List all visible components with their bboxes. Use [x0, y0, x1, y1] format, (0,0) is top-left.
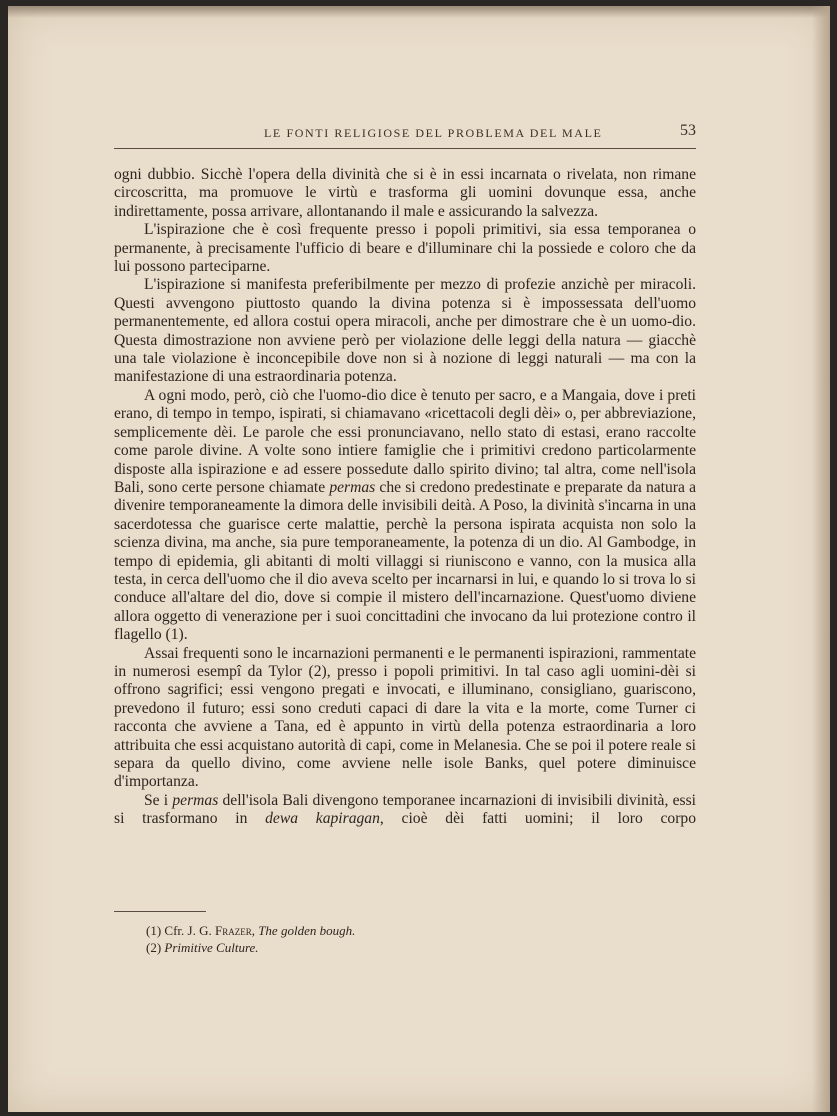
paragraph-5: Assai frequenti sono le incarnazioni permanenti e le permanenti ispirazioni, rammentate in numerosi esempî da Tylor (2), presso i popoli primitivi. In tal caso agli uomini-dèi si offrono sagrifici; essi vengono pregati e invocati, e illuminano, consigliano, guariscono, prevedono il futuro; essi sono creduti capaci di dare la vita e la morte, come Turner ci racconta che avviene a Tana, ed è appunto in virtù della potenza estraordinaria a loro attribuita che essi acquistano autorità di capi, come in Melanesia. Che se poi il potere reale si separa da quello divino, come avviene nelle isole Banks, quel potere diminuisce d'importanza. — [114, 644, 696, 791]
paragraph-3: L'ispirazione si manifesta preferibilmente per mezzo di profezie anzichè per miracoli. Questi avvengono piuttosto quando la divina potenza si è impossessata dell'uomo permanentemente, ed allora costui opera miracoli, anche per dimostrare che è un uomo-dio. Questa dimostrazione non avviene però per violazione delle leggi della natura — giacchè una tale violazione è inconcepibile dove non si à nozione di leggi naturali — ma con la manifestazione di una estraordinaria potenza. — [114, 276, 696, 386]
paragraph-4-text-a: A ogni modo, però, ciò che l'uomo-dio dice è tenuto per sacro, e a Mangaia, dove i preti erano, di tempo in tempo, ispirati, si chiamavano «ricettacoli degli dèi» o, per abbreviazione, semplicemente dèi. Le parole che essi pronunciavano, nello stato di estasi, erano raccolte come parole divine. A volte sono intiere famiglie che i primitivi credono particolarmente disposte alla ispirazione e ad essere possedute dallo spirito divino; tal altra, come nell'isola Bali, sono certe persone chiamate — [114, 386, 696, 496]
running-title: LE FONTI RELIGIOSE DEL PROBLEMA DEL MALE — [264, 126, 603, 140]
paragraph-6-text-b: dell'isola Bali divengono temporanee incarnazioni di invisibili divinità, essi si trasformano in — [114, 791, 696, 828]
paragraph-6-text-a: Se i — [144, 791, 173, 809]
footnote-rule — [114, 911, 206, 912]
footnote-1-marker: (1) Cfr. J. G. — [146, 923, 215, 938]
footnote-1-title: The golden bough. — [258, 923, 356, 938]
footnotes — [146, 923, 666, 956]
term-permas-2: permas — [172, 791, 219, 809]
paragraph-1: ogni dubbio. Sicchè l'opera della divinità che si è in essi incarnata o rivelata, non rimane circoscritta, ma promuove le virtù e trasforma gli uomini dovunque essa, anche indirettamente, possa arrivare, allontanando il male e assicurando la salvezza. — [114, 166, 696, 220]
paragraph-4-text-b: che si credono predestinate e preparate da natura a divenire temporaneamente la dimora delle invisibili deità. A Poso, la divinità s'incarna in una sacerdotessa che guarisce certe malattie, perchè la persona ispirata acquista non solo la scienza divina, ma anche, sia pure temporaneamente, la potenza di un dio. Al Gambodge, in tempo di epidemia, gli abitanti di molti villaggi si riuniscono e vanno, con la musica alla testa, in cerca dell'uomo che il dio aveva scelto per incarnarsi in lui, e quando lo si trova lo si conduce all'altare del dio, dove si compie il mistero dell'incarnazione. Quest'uomo diviene allora oggetto di venerazione per i suoi concittadini che invocano da lui protezione contro il flagello (1). — [114, 478, 697, 644]
paragraph-6-text-c: , cioè dèi fatti uomini; il loro corpo — [379, 810, 696, 828]
footnote-1 — [146, 923, 666, 940]
body-text — [114, 166, 696, 829]
footnote-2-title: Primitive Culture. — [164, 939, 259, 955]
paragraph-4 — [114, 387, 696, 645]
term-dewa-kapiragan: dewa kapiragan — [265, 810, 380, 828]
paragraph-6 — [114, 792, 696, 829]
book-page — [8, 6, 830, 1112]
paragraph-2: L'ispirazione che è così frequente presso i popoli primitivi, sia essa temporanea o permanente, à precisamente l'ufficio di beare e d'illuminare chi la possiede e coloro che da lui possono parteciparne. — [114, 221, 696, 276]
footnote-1-separator: , — [251, 923, 259, 938]
term-permas: permas — [329, 478, 376, 496]
footnote-2 — [146, 940, 666, 957]
footnote-1-author: Frazer — [214, 923, 252, 938]
footnote-2-marker: (2) — [146, 939, 165, 955]
page-number: 53 — [680, 122, 696, 139]
page-header — [114, 118, 696, 149]
